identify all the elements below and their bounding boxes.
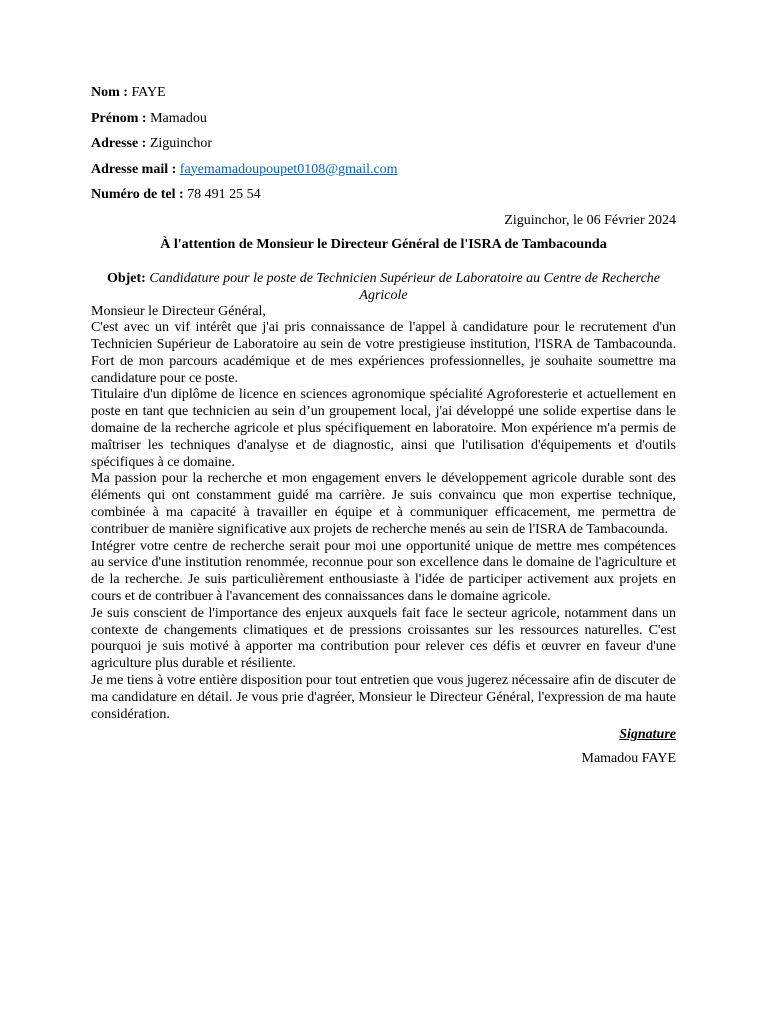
date-line: Ziguinchor, le 06 Février 2024 bbox=[504, 212, 676, 228]
objet-label: Objet: bbox=[106, 270, 146, 286]
email-label: Adresse mail : bbox=[91, 161, 177, 177]
nom-value: FAYE bbox=[131, 85, 166, 100]
email-field bbox=[91, 161, 676, 179]
paragraph: Intégrer votre centre de recherche serait pour moi une opportunité unique de mettre mes compétences au service d'une institution renommée, reconnue pour son excellence dans le domaine de l'agriculture et de la recherche. Je suis particulièrement enthousiaste à l'idée de participer activement aux projets en cours et de contribuer à l'avancement des connaissances dans le domaine agricole. bbox=[91, 538, 676, 605]
signature-label: Signature bbox=[619, 727, 676, 743]
tel-label: Numéro de tel : bbox=[91, 187, 184, 202]
paragraph: Titulaire d'un diplôme de licence en sciences agronomique spécialité Agroforesterie et actuellement en poste en tant que technicien au sein d’un groupement local, j'ai développé une solide expertise dans le domaine de la recherche agricole et plus spécifiquement en laboratoire. Mon expérience m'a permis de maîtriser les techniques d'analyse et de diagnostic, ainsi que l'utilisation d'équipements et d'outils spécifiques à ce domaine. bbox=[91, 387, 676, 470]
letter-content bbox=[91, 84, 676, 768]
tel-value: 78 491 25 54 bbox=[187, 187, 261, 202]
paragraph: Je me tiens à votre entière disposition pour tout entretien que vous jugerez nécessaire afin de discuter de ma candidature en détail. Je vous prie d'agréer, Monsieur le Directeur Général, l'expression de ma haute considération. bbox=[91, 673, 676, 722]
adresse-value: Ziguinchor bbox=[149, 136, 213, 151]
adresse-label: Adresse : bbox=[91, 136, 147, 151]
salutation: Monsieur le Directeur Général, bbox=[91, 303, 266, 319]
tel-field bbox=[91, 186, 676, 204]
prenom-value: Mamadou bbox=[150, 110, 207, 126]
paragraph: Ma passion pour la recherche et mon engagement envers le développement agricole durable sont des éléments qui ont constamment guidé ma carrière. Je suis convaincu que mon expertise technique, combinée à ma capacité à travailler en équipe et à communiquer efficacement, me permettra de contribuer de manière significative aux projets de recherche menés au sein de l'ISRA de Tambacounda. bbox=[91, 471, 676, 537]
signature-name: Mamadou FAYE bbox=[581, 751, 676, 767]
email-link[interactable]: fayemamadoupoupet0108@gmail.com bbox=[179, 161, 398, 177]
objet-line bbox=[91, 270, 676, 304]
adresse-field bbox=[91, 135, 676, 153]
objet-text: Candidature pour le poste de Technicien Supérieur de Laboratoire au Centre de Recherche Agricole bbox=[149, 270, 661, 303]
paragraph: C'est avec un vif intérêt que j'ai pris connaissance de l'appel à candidature pour le recrutement d'un Technicien Supérieur de Laboratoire au sein de votre prestigieuse institution, l'ISRA de Tambacounda. Fort de mon parcours académique et de mes expériences professionnelles, je souhaite soumettre ma candidature pour ce poste. bbox=[91, 320, 676, 386]
prenom-label: Prénom : bbox=[91, 110, 147, 126]
attention-line: À l'attention de Monsieur le Directeur Général de l'ISRA de Tambacounda bbox=[160, 236, 607, 252]
nom-label: Nom : bbox=[91, 85, 128, 100]
nom-field bbox=[91, 84, 676, 102]
prenom-field bbox=[91, 110, 676, 128]
paragraph: Je suis conscient de l'importance des enjeux auxquels fait face le secteur agricole, notamment dans un contexte de changements climatiques et de pressions croissantes sur les ressources naturelles. C'est pourquoi je suis motivé à apporter ma contribution pour relever ces défis et œuvrer en faveur d'une agriculture plus durable et résiliente. bbox=[91, 605, 676, 672]
